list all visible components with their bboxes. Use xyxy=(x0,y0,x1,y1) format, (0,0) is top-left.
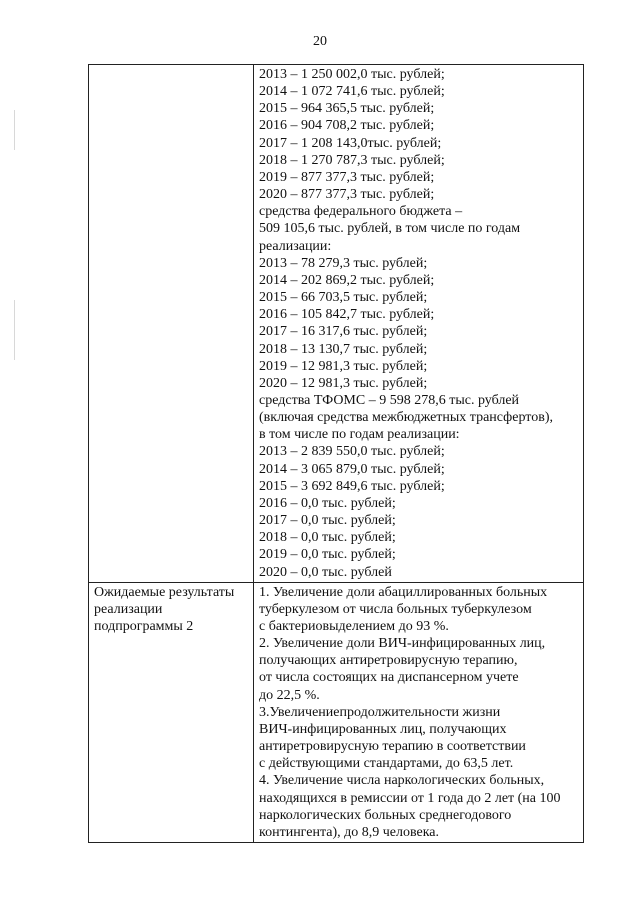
results-line: антиретровирусную терапию в соответствии xyxy=(259,739,526,755)
results-row xyxy=(89,582,584,842)
results-label-line: реализации xyxy=(94,601,163,617)
financing-line: 2015 – 3 692 849,6 тыс. рублей; xyxy=(259,478,445,494)
results-line: туберкулезом от числа больных туберкулезом xyxy=(259,601,532,617)
financing-line: 2019 – 0,0 тыс. рублей; xyxy=(259,547,396,563)
financing-line: 2018 – 1 270 787,3 тыс. рублей; xyxy=(259,152,445,168)
results-line: контингента), до 8,9 человека. xyxy=(259,824,440,840)
financing-line: средства федерального бюджета – xyxy=(259,204,463,220)
financing-line: 2020 – 12 981,3 тыс. рублей; xyxy=(259,375,428,391)
results-line: с бактериовыделением до 93 %. xyxy=(259,619,449,634)
financing-line: 2019 – 12 981,3 тыс. рублей; xyxy=(259,358,428,374)
financing-line: 509 105,6 тыс. рублей, в том числе по годам xyxy=(259,221,521,237)
results-label-cell xyxy=(89,582,254,842)
financing-line: в том числе по годам реализации: xyxy=(259,427,460,443)
financing-line: 2013 – 78 279,3 тыс. рублей; xyxy=(259,255,428,271)
financing-line: 2015 – 66 703,5 тыс. рублей; xyxy=(259,290,428,306)
financing-line: (включая средства межбюджетных трансфертов), xyxy=(259,410,553,426)
results-label-line: подпрограммы 2 xyxy=(94,619,194,635)
financing-row xyxy=(89,65,584,583)
financing-line: 2018 – 13 130,7 тыс. рублей; xyxy=(259,341,428,357)
financing-line: 2014 – 1 072 741,6 тыс. рублей; xyxy=(259,84,445,100)
financing-line: 2020 – 0,0 тыс. рублей xyxy=(259,564,392,580)
results-line: от числа состоящих на диспансерном учете xyxy=(259,670,519,686)
results-label-line: Ожидаемые результаты xyxy=(94,584,235,600)
financing-line: 2019 – 877 377,3 тыс. рублей; xyxy=(259,169,435,185)
financing-line: 2016 – 0,0 тыс. рублей; xyxy=(259,495,396,511)
results-line: 1. Увеличение доли абациллированных больных xyxy=(259,584,548,600)
scan-margin-mark xyxy=(14,110,15,150)
subprogram-passport-table xyxy=(88,64,584,843)
results-line: наркологических больных среднегодового xyxy=(259,807,512,823)
financing-values-cell xyxy=(254,65,584,583)
financing-line: 2017 – 1 208 143,0тыс. рублей; xyxy=(259,135,442,151)
results-line: с действующими стандартами, до 63,5 лет. xyxy=(259,756,514,772)
results-line: до 22,5 %. xyxy=(259,687,320,703)
page-number: 20 xyxy=(313,34,327,49)
financing-line: 2015 – 964 365,5 тыс. рублей; xyxy=(259,101,435,117)
results-line: находящихся в ремиссии от 1 года до 2 лет (на 100 xyxy=(259,790,561,806)
results-line: получающих антиретровирусную терапию, xyxy=(259,653,518,669)
financing-line: 2014 – 3 065 879,0 тыс. рублей; xyxy=(259,461,445,477)
results-line: 3.Увеличениепродолжительности жизни xyxy=(259,704,501,720)
financing-line: 2013 – 1 250 002,0 тыс. рублей; xyxy=(259,67,445,82)
results-line: ВИЧ-инфицированных лиц, получающих xyxy=(259,721,507,737)
financing-line: 2017 – 0,0 тыс. рублей; xyxy=(259,513,396,529)
financing-line: 2014 – 202 869,2 тыс. рублей; xyxy=(259,272,435,288)
results-values-cell xyxy=(254,582,584,842)
financing-line: 2016 – 904 708,2 тыс. рублей; xyxy=(259,118,435,134)
results-line: 4. Увеличение числа наркологических больных, xyxy=(259,773,545,789)
financing-label-cell xyxy=(89,65,254,583)
financing-line: 2013 – 2 839 550,0 тыс. рублей; xyxy=(259,444,445,460)
financing-line: 2018 – 0,0 тыс. рублей; xyxy=(259,530,396,546)
financing-line: средства ТФОМС – 9 598 278,6 тыс. рублей xyxy=(259,392,520,408)
financing-line: 2020 – 877 377,3 тыс. рублей; xyxy=(259,187,435,203)
results-line: 2. Увеличение доли ВИЧ-инфицированных лиц, xyxy=(259,636,546,652)
scan-margin-mark xyxy=(14,300,15,360)
financing-line: 2016 – 105 842,7 тыс. рублей; xyxy=(259,307,435,323)
financing-line: 2017 – 16 317,6 тыс. рублей; xyxy=(259,324,428,340)
financing-line: реализации: xyxy=(259,238,332,254)
